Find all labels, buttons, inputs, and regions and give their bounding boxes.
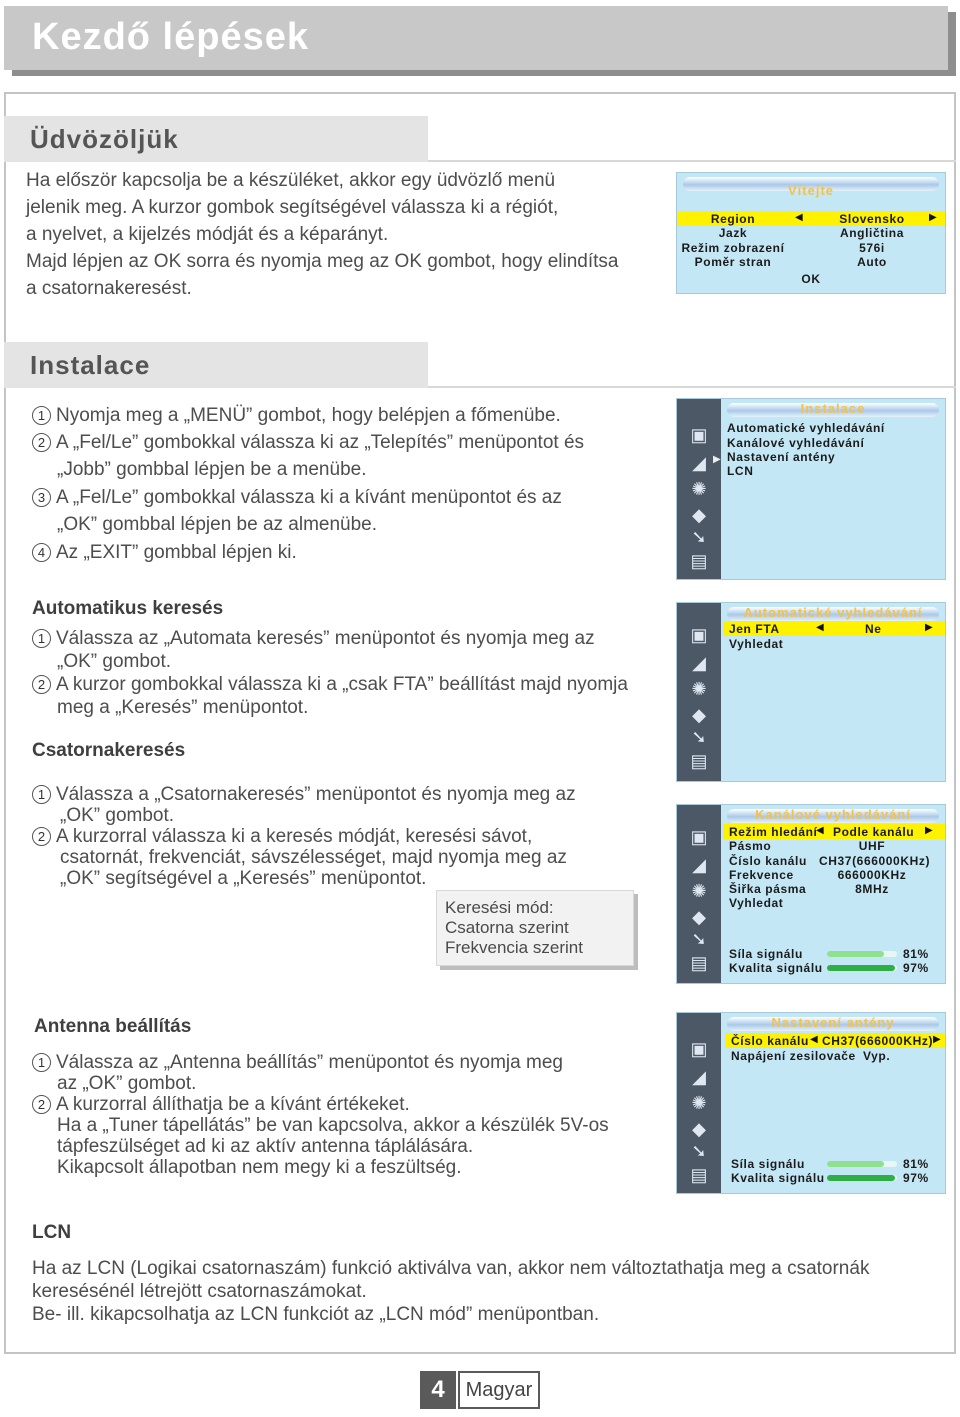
menu-label: Jazk [718, 226, 748, 240]
step-text: Ha a „Tuner tápellátás” be van kapcsolva, akkor a készülék 5V-os [57, 1115, 609, 1136]
satellite-dish-icon: ◢ [692, 453, 706, 473]
install-steps [32, 405, 652, 569]
menu-item: Automatické vyhledávání [727, 421, 885, 435]
antenna-steps [32, 1052, 662, 1178]
menu-label: Číslo kanálu [731, 1034, 809, 1048]
page-number: 4 [420, 1371, 456, 1409]
section-heading: Instalace [30, 350, 151, 380]
menu-label: Napájení zesilovače [731, 1049, 856, 1063]
step-number: 1 [32, 785, 51, 804]
satellite-dish-icon: ◢ [692, 855, 706, 875]
step-number: 2 [32, 1095, 51, 1114]
step-text: Válassza a „Csatornakeresés” menüpontot és nyomja meg az [56, 784, 576, 805]
box-icon: ◆ [692, 505, 706, 525]
pointer-icon: ➘ [691, 929, 707, 949]
step-text: Az „EXIT” gombbal lépjen ki. [56, 542, 297, 563]
section-tab-welcome [4, 116, 428, 162]
text-line: jelenik meg. A kurzor gombok segítségével válassza ki a régiót, [26, 197, 559, 218]
screen-title: Kanálové vyhledávání [755, 807, 911, 822]
menu-value: Slovensko [839, 212, 905, 226]
step-text: A „Fel/Le” gombokkal válassza ki az „Telepítés” menüpontot és [56, 432, 585, 453]
text-line: Majd lépjen az OK sorra és nyomja meg az OK gombot, hogy elindítsa [26, 251, 619, 272]
menu-value: CH37(666000KHz) [822, 1034, 934, 1048]
popup-option: Csatorna szerint [445, 918, 569, 937]
step-text: Válassza az „Automata keresés” menüpontot és nyomja meg az [56, 628, 595, 649]
antenna-screen [676, 1012, 946, 1194]
channel-search-screen [676, 804, 946, 984]
channel-search-steps [32, 784, 652, 889]
screen-title: Automatické vyhledávání [743, 605, 923, 620]
box-icon: ◆ [692, 1119, 706, 1139]
menu-value: 666000KHz [837, 868, 907, 882]
step-number: 2 [32, 827, 51, 846]
signal-quality-value: 97% [903, 961, 929, 975]
signal-quality-bar [827, 1175, 895, 1181]
text-line: keresésénél létrejött csatornaszámokat. [32, 1281, 367, 1302]
menu-label: Režim hledání [729, 825, 818, 839]
step-text: csatornát, frekvenciát, sávszélességet, majd nyomja meg az [60, 847, 567, 868]
menu-value: Ne [865, 622, 882, 636]
clapperboard-icon: ▤ [690, 751, 708, 771]
signal-strength-track [827, 951, 897, 957]
step-number: 1 [32, 629, 51, 648]
signal-strength-value: 81% [903, 947, 929, 961]
signal-quality-label: Kvalita signálu [731, 1171, 825, 1185]
welcome-screen [676, 172, 946, 294]
film-reel-icon: ✺ [691, 1093, 707, 1113]
menu-value: Auto [857, 255, 887, 269]
step-text: „OK” gombot. [57, 651, 172, 672]
arrow-left-icon: ◀ [795, 212, 803, 223]
text-line: a nyelvet, a kijelzés módját és a képarányt. [26, 224, 389, 245]
step-text: „OK” gombot. [60, 805, 175, 826]
menu-item: LCN [727, 464, 754, 478]
step-text: A „Fel/Le” gombokkal válassza ki a kívánt menüpontot és az [56, 487, 562, 508]
pointer-icon: ➘ [691, 527, 707, 547]
step-number: 2 [32, 675, 51, 694]
section-heading: LCN [32, 1222, 72, 1243]
menu-label: Region [710, 212, 756, 226]
menu-label: Vyhledat [729, 896, 784, 910]
arrow-right-icon: ▶ [933, 1034, 941, 1045]
welcome-text [26, 167, 676, 302]
screen-title: Nastavení antény [771, 1015, 895, 1030]
text-line: Ha az LCN (Logikai csatornaszám) funkció aktiválva van, akkor nem változtathatja meg a csatornák [32, 1258, 870, 1279]
step-text: „Jobb” gombbal lépjen be a menübe. [57, 459, 367, 480]
menu-value: 8MHz [855, 882, 889, 896]
section-heading: Automatikus keresés [32, 598, 224, 619]
step-number: 2 [32, 433, 51, 452]
menu-value: Podle kanálu [833, 825, 915, 839]
step-number: 4 [32, 543, 51, 562]
page-language: Magyar [458, 1371, 540, 1409]
arrow-right-icon: ▶ [925, 622, 933, 633]
popup-title: Keresési mód: [445, 898, 554, 917]
clapperboard-icon: ▤ [690, 953, 708, 973]
step-text: meg a „Keresés” menüpontot. [57, 697, 309, 718]
menu-label: Režim zobrazení [681, 241, 785, 255]
search-mode-popup [436, 890, 634, 966]
step-text: tápfeszülséget ad ki az aktív antenna táplálására. [57, 1136, 474, 1157]
menu-label: Číslo kanálu [729, 854, 807, 868]
signal-quality-bar [827, 965, 895, 971]
auto-search-steps [32, 628, 662, 720]
menu-value: CH37(666000KHz) [819, 854, 931, 868]
monitor-icon: ▣ [690, 425, 708, 445]
step-number: 1 [32, 1053, 51, 1072]
monitor-icon: ▣ [690, 1039, 708, 1059]
signal-quality-track [827, 1175, 897, 1181]
menu-item: Kanálové vyhledávání [727, 436, 865, 450]
signal-quality-label: Kvalita signálu [729, 961, 823, 975]
clapperboard-icon: ▤ [690, 551, 708, 571]
step-text: „OK” gombbal lépjen be az almenübe. [57, 514, 378, 535]
pointer-icon: ➘ [691, 1141, 707, 1161]
satellite-dish-icon: ◢ [692, 653, 706, 673]
step-text: A kurzorral válassza ki a keresés módját, keresési sávot, [56, 826, 533, 847]
step-text: Válassza az „Antenna beállítás” menüpontot és nyomja meg [56, 1052, 563, 1073]
text-line: a csatornakeresést. [26, 278, 192, 299]
step-text: A kurzor gombokkal válassza ki a „csak FTA” beállítást majd nyomja [56, 674, 628, 695]
menu-label: Pásmo [729, 839, 772, 853]
step-text: az „OK” gombot. [57, 1073, 197, 1094]
signal-strength-track [827, 1161, 897, 1167]
arrow-right-icon: ▶ [929, 212, 937, 223]
menu-label: Šiřka pásma [729, 882, 807, 896]
film-reel-icon: ✺ [691, 881, 707, 901]
film-reel-icon: ✺ [691, 479, 707, 499]
arrow-right-icon: ▶ [925, 825, 933, 836]
popup-option: Frekvencia szerint [445, 938, 583, 957]
arrow-left-icon: ◀ [816, 825, 824, 836]
menu-value: Angličtina [839, 226, 904, 240]
step-number: 3 [32, 488, 51, 507]
screen-title: Vítejte [787, 183, 834, 198]
step-text: Nyomja meg a „MENÜ” gombot, hogy belépjen a főmenübe. [56, 405, 561, 426]
page-title: Kezdő lépések [32, 16, 309, 58]
divider [428, 386, 956, 388]
text-line: Be- ill. kikapcsolhatja az LCN funkciót az „LCN mód” menüpontban. [32, 1304, 600, 1325]
signal-strength-bar [827, 1161, 884, 1167]
satellite-dish-icon: ◢ [692, 1067, 706, 1087]
menu-label: Poměr stran [694, 255, 772, 269]
menu-value: UHF [858, 839, 886, 853]
auto-search-screen [676, 602, 946, 782]
signal-quality-value: 97% [903, 1171, 929, 1185]
pointer-icon: ➘ [691, 727, 707, 747]
section-heading: Antenna beállítás [34, 1016, 192, 1037]
step-text: „OK” segítségével a „Keresés” menüpontot. [60, 868, 427, 889]
menu-value: Vyp. [863, 1049, 891, 1063]
section-tab-install [4, 342, 428, 388]
box-icon: ◆ [692, 907, 706, 927]
monitor-icon: ▣ [690, 625, 708, 645]
signal-strength-label: Síla signálu [729, 947, 803, 961]
signal-strength-value: 81% [903, 1157, 929, 1171]
step-text: Kikapcsolt állapotban nem megy ki a feszültség. [57, 1157, 462, 1178]
text-line: Ha először kapcsolja be a készüléket, akkor egy üdvözlő menü [26, 170, 556, 191]
menu-label: Frekvence [729, 868, 794, 882]
menu-label: Jen FTA [729, 622, 780, 636]
monitor-icon: ▣ [690, 827, 708, 847]
arrow-left-icon: ◀ [816, 622, 824, 633]
signal-quality-track [827, 965, 897, 971]
film-reel-icon: ✺ [691, 679, 707, 699]
ok-button-label: OK [801, 272, 821, 286]
signal-strength-label: Síla signálu [731, 1157, 805, 1171]
menu-item: Nastavení antény [727, 450, 836, 464]
signal-strength-bar [827, 951, 884, 957]
clapperboard-icon: ▤ [690, 1165, 708, 1185]
lcn-text [32, 1258, 932, 1327]
box-icon: ◆ [692, 705, 706, 725]
screen-title: Instalace [800, 401, 866, 416]
install-screen [676, 398, 946, 580]
menu-value: 576i [859, 241, 885, 255]
cursor-arrow-icon: ▶ [713, 454, 721, 465]
divider [428, 160, 956, 162]
section-heading: Üdvözöljük [30, 124, 179, 154]
menu-label: Vyhledat [729, 637, 784, 651]
step-number: 1 [32, 406, 51, 425]
arrow-left-icon: ◀ [810, 1034, 818, 1045]
step-text: A kurzorral állíthatja be a kívánt értékeket. [56, 1094, 410, 1115]
section-heading: Csatornakeresés [32, 740, 186, 761]
